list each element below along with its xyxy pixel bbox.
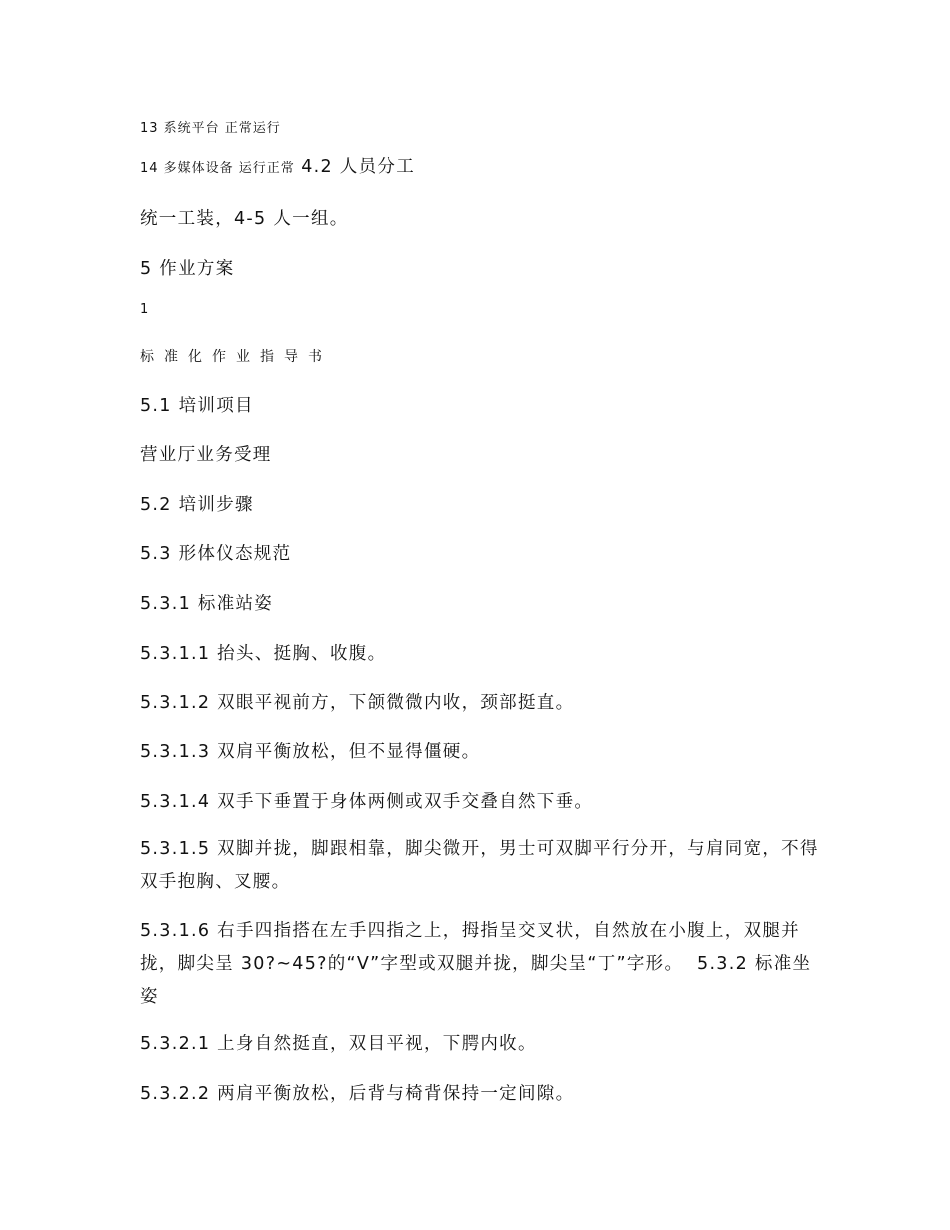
heading-5-2: 5.2 培训步骤 xyxy=(140,495,254,515)
para-5-3-1-2: 5.3.1.2 双眼平视前方，下颌微微内收，颈部挺直。 xyxy=(140,693,575,713)
para-5-3-1-4: 5.3.1.4 双手下垂置于身体两侧或双手交叠自然下垂。 xyxy=(140,792,594,812)
para-5-3-2-1: 5.3.2.1 上身自然挺直，双目平视，下腭内收。 xyxy=(140,1034,537,1054)
running-title: 标准化作业指导书 xyxy=(140,349,332,365)
para-5-3-1-6-text: 5.3.1.6 右手四指搭在左手四指之上，拇指呈交叉状，自然放在小腹上，双腿并拢，脚尖呈 30?~45?的“V”字型或双腿并拢，脚尖呈“丁”字形。 xyxy=(140,921,800,974)
heading-5-3-2: 5.3.2 标准坐姿 xyxy=(140,954,812,1007)
heading-4-2: 4.2 人员分工 xyxy=(301,157,415,177)
uniform-text: 统一工装，4-5 人一组。 xyxy=(140,209,349,229)
para-5-3-2-2: 5.3.2.2 两肩平衡放松，后背与椅背保持一定间隙。 xyxy=(140,1084,575,1104)
business-item: 营业厅业务受理 xyxy=(140,445,272,465)
para-5-3-1-6 xyxy=(140,915,820,1014)
para-5-3-1-3: 5.3.1.3 双肩平衡放松，但不显得僵硬。 xyxy=(140,742,481,762)
para-5-3-1-1: 5.3.1.1 抬头、挺胸、收腹。 xyxy=(140,644,387,664)
para-5-3-1-5: 5.3.1.5 双脚并拢，脚跟相靠，脚尖微开，男士可双脚平行分开，与肩同宽，不得双手抱胸、叉腰。 xyxy=(140,839,819,892)
heading-5: 5 作业方案 xyxy=(140,259,235,279)
page-number: 1 xyxy=(140,302,150,317)
line-14-left: 14 多媒体设备 运行正常 xyxy=(140,161,295,176)
line-14 xyxy=(140,153,415,178)
heading-5-3-1: 5.3.1 标准站姿 xyxy=(140,594,274,614)
heading-5-3: 5.3 形体仪态规范 xyxy=(140,544,292,564)
line-13: 13 系统平台 正常运行 xyxy=(140,121,281,136)
heading-5-1: 5.1 培训项目 xyxy=(140,396,254,416)
